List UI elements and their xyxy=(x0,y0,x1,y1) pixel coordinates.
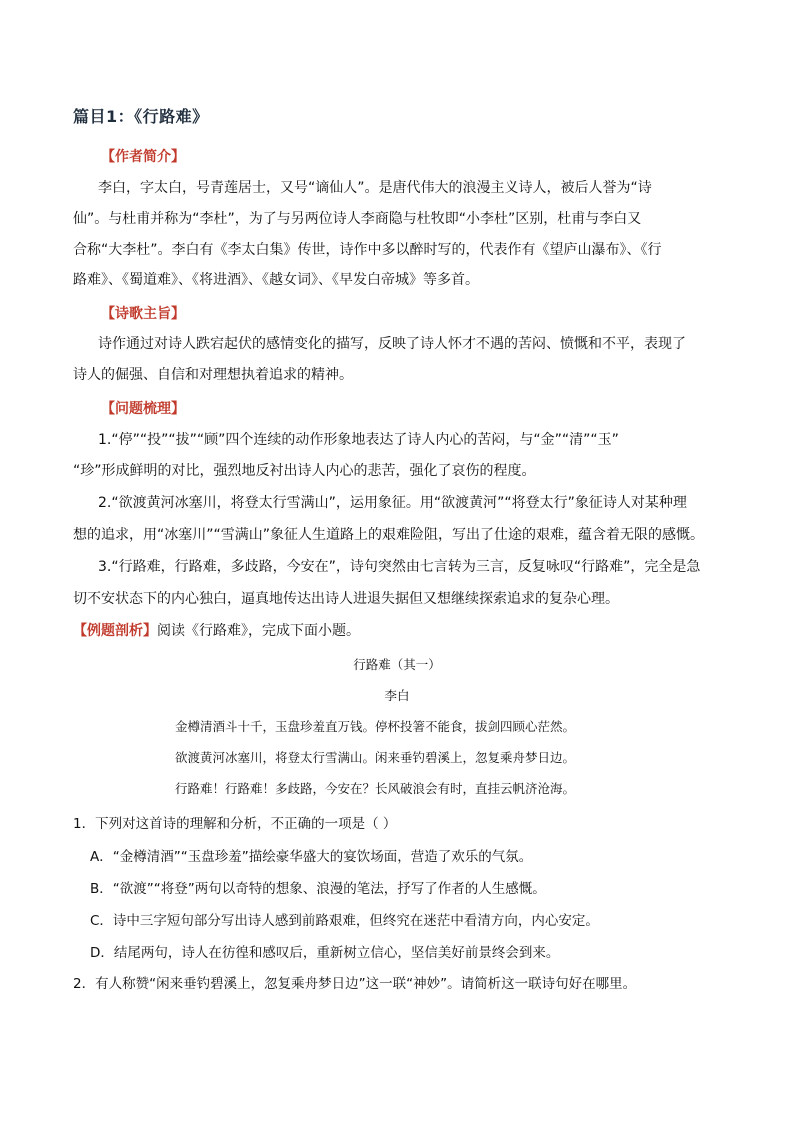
poem-line: 金樽清酒斗十千，玉盘珍羞直万钱。停杯投箸不能食，拔剑四顾心茫然。 xyxy=(175,719,576,734)
poem-line: 欲渡黄河冰塞川，将登太行雪满山。闲来垂钓碧溪上，忽复乘舟梦日边。 xyxy=(175,750,576,765)
poem-line: 行路难！行路难！多歧路，今安在？长风破浪会有时，直挂云帆济沧海。 xyxy=(175,781,576,796)
author-line: 李白，字太白，号青莲居士，又号“谪仙人”。是唐代伟大的浪漫主义诗人，被后人誉为“诗 xyxy=(98,180,652,196)
question-option: D．结尾两句，诗人在彷徨和感叹后，重新树立信心，坚信美好前景终会到来。 xyxy=(90,945,560,961)
issues-line: 1.“停”“投”“拔”“顾”四个连续的动作形象地表达了诗人内心的苦闷，与“金”“清”“玉” xyxy=(98,432,619,448)
page-title: 篇目1：《行路难》 xyxy=(73,107,209,126)
author-line: 合称“大李杜”。李白有《李太白集》传世，诗作中多以醉时写的，代表作有《望庐山瀑布》、《行 xyxy=(73,242,662,258)
question-option: B．“欲渡”“将登”两句以奇特的想象、浪漫的笔法，抒写了作者的人生感慨。 xyxy=(90,881,546,897)
question-option: C．诗中三字短句部分写出诗人感到前路艰难，但终究在迷茫中看清方向，内心安定。 xyxy=(90,913,599,929)
theme-line: 诗人的倔强、自信和对理想执着追求的精神。 xyxy=(73,367,353,383)
issues-line: 3.“行路难，行路难，多歧路，今安在”，诗句突然由七言转为三言，反复咏叹“行路难”，完全是急 xyxy=(98,559,701,575)
example-intro: 阅读《行路难》，完成下面小题。 xyxy=(157,623,360,639)
section-label-example: 【例题剖析】 xyxy=(73,623,157,639)
question-stem: 1．下列对这首诗的理解和分析，不正确的一项是（ ） xyxy=(73,816,397,832)
issues-line: 想的追求，用“冰塞川”“雪满山”象征人生道路上的艰难险阻，写出了仕途的艰难，蕴含着无限的感慨。 xyxy=(73,527,705,543)
issues-line: 2.“欲渡黄河冰塞川，将登太行雪满山”，运用象征。用“欲渡黄河”“将登太行”象征诗人对某种理 xyxy=(98,495,687,511)
issues-line: “珍”形成鲜明的对比，强烈地反衬出诗人内心的悲苦，强化了哀伤的程度。 xyxy=(73,463,536,479)
section-label-author: 【作者简介】 xyxy=(101,149,185,165)
theme-line: 诗作通过对诗人跌宕起伏的感情变化的描写，反映了诗人怀才不遇的苦闷、愤慨和不平，表现了 xyxy=(98,336,686,352)
poem-title: 行路难（其一） xyxy=(353,657,441,672)
example-heading xyxy=(73,621,360,641)
question-stem: 2．有人称赞“闲来垂钓碧溪上，忽复乘舟梦日边”这一联“神妙”。请简析这一联诗句好在哪里。 xyxy=(73,976,637,992)
author-line: 路难》、《蜀道难》、《将进酒》、《越女词》、《早发白帝城》等多首。 xyxy=(73,272,479,288)
section-label-issues: 【问题梳理】 xyxy=(101,401,185,417)
author-line: 仙”。与杜甫并称为“李杜”，为了与另两位诗人李商隐与杜牧即“小李杜”区别，杜甫与李白又 xyxy=(73,211,642,227)
issues-line: 切不安状态下的内心独白，逼真地传达出诗人进退失据但又想继续探索追求的复杂心理。 xyxy=(73,591,619,607)
poem-author: 李白 xyxy=(384,688,410,703)
question-option: A．“金樽清酒”“玉盘珍羞”描绘豪华盛大的宴饮场面，营造了欢乐的气氛。 xyxy=(90,849,533,865)
section-label-theme: 【诗歌主旨】 xyxy=(101,306,185,322)
